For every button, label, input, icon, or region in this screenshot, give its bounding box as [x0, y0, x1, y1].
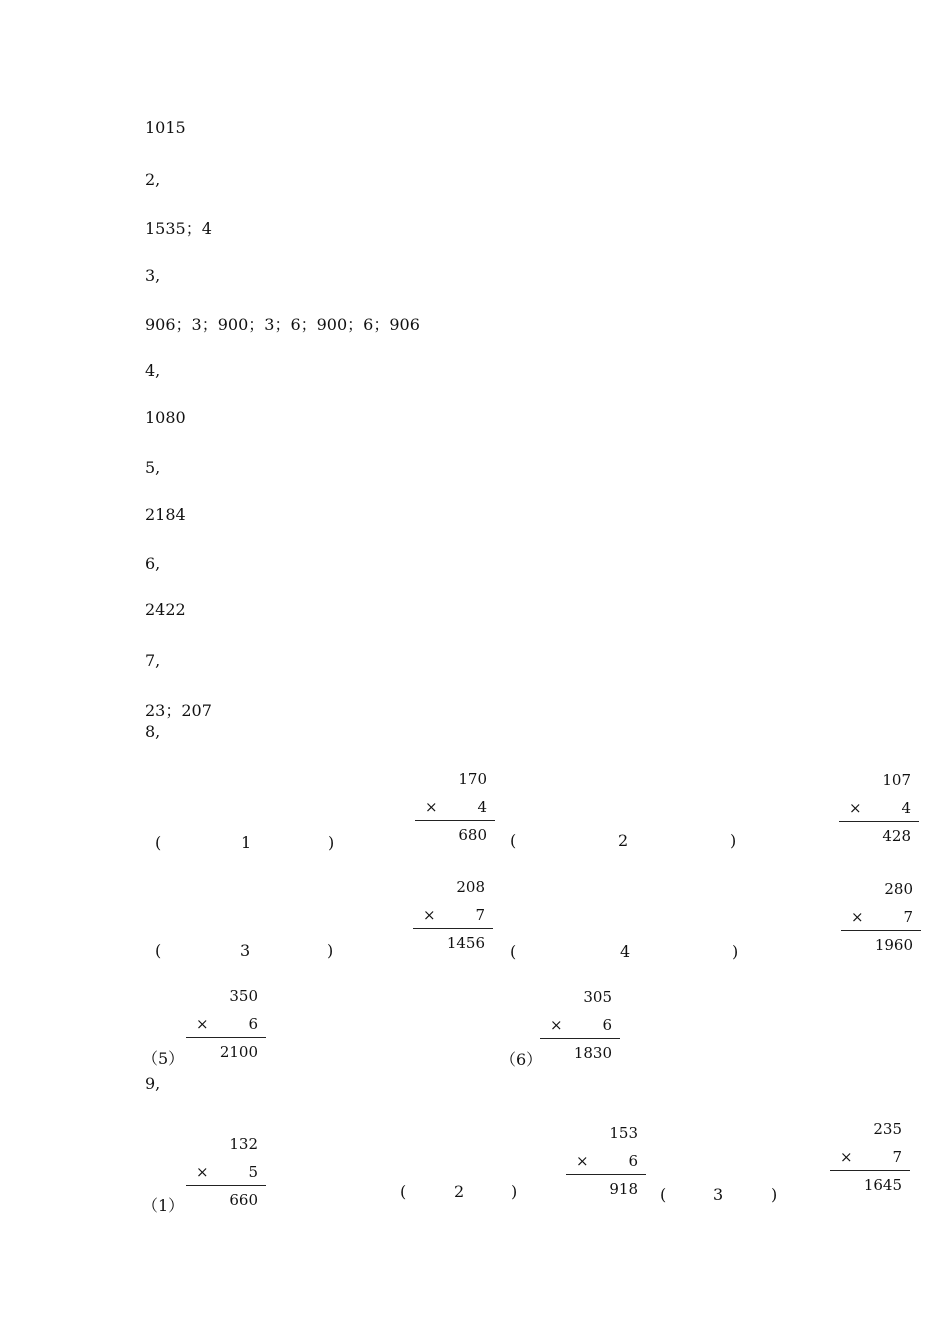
- calc-rule: [839, 821, 919, 822]
- item-label: 4: [620, 942, 631, 961]
- multiplicand: 235: [873, 1120, 902, 1138]
- multiplicand: 132: [229, 1135, 258, 1153]
- multiplication-calc: [413, 878, 493, 958]
- multiplier: 6: [248, 1015, 258, 1033]
- calc-rule: [540, 1038, 620, 1039]
- times-sign: ×: [423, 906, 436, 924]
- question-number: 8,: [145, 722, 161, 741]
- calc-rule: [415, 820, 495, 821]
- product: 680: [458, 826, 487, 844]
- product: 1960: [874, 936, 913, 954]
- close-paren: ): [730, 831, 737, 850]
- item-label: （6）: [500, 1050, 543, 1069]
- times-sign: ×: [849, 799, 862, 817]
- product: 428: [882, 827, 911, 845]
- open-paren: (: [155, 941, 162, 960]
- times-sign: ×: [851, 908, 864, 926]
- multiplicand: 153: [609, 1124, 638, 1142]
- multiplication-calc: [841, 880, 921, 960]
- close-paren: ): [771, 1185, 778, 1204]
- times-sign: ×: [840, 1148, 853, 1166]
- multiplication-calc: [566, 1124, 646, 1204]
- item-label: （1）: [142, 1196, 185, 1215]
- multiplicand: 170: [458, 770, 487, 788]
- multiplication-calc: [830, 1120, 910, 1200]
- open-paren: (: [510, 831, 517, 850]
- answer-line: 1080: [145, 408, 186, 427]
- calc-rule: [830, 1170, 910, 1171]
- answer-line: 2184: [145, 505, 186, 524]
- answer-line: 906；3；900；3；6；900；6；906: [145, 315, 420, 334]
- multiplicand: 280: [884, 880, 913, 898]
- answer-line: 1015: [145, 118, 186, 137]
- open-paren: (: [660, 1185, 667, 1204]
- multiplicand: 350: [229, 987, 258, 1005]
- question-number: 6,: [145, 554, 161, 573]
- multiplication-calc: [839, 771, 919, 851]
- close-paren: ): [732, 942, 739, 961]
- multiplier: 4: [477, 798, 487, 816]
- calc-rule: [566, 1174, 646, 1175]
- multiplication-calc: [540, 988, 620, 1068]
- multiplier: 7: [475, 906, 485, 924]
- calc-rule: [186, 1185, 266, 1186]
- product: 1456: [446, 934, 485, 952]
- multiplication-calc: [186, 1135, 266, 1215]
- close-paren: ): [327, 941, 334, 960]
- open-paren: (: [400, 1182, 407, 1201]
- question-number: 9,: [145, 1074, 161, 1093]
- times-sign: ×: [576, 1152, 589, 1170]
- calc-rule: [413, 928, 493, 929]
- multiplicand: 107: [882, 771, 911, 789]
- item-label: 2: [618, 831, 629, 850]
- multiplier: 5: [248, 1163, 258, 1181]
- product: 1830: [573, 1044, 612, 1062]
- item-label: 3: [713, 1185, 724, 1204]
- multiplier: 7: [903, 908, 913, 926]
- product: 2100: [219, 1043, 258, 1061]
- multiplication-calc: [415, 770, 495, 850]
- item-label: 2: [454, 1182, 465, 1201]
- times-sign: ×: [550, 1016, 563, 1034]
- multiplicand: 305: [583, 988, 612, 1006]
- multiplicand: 208: [456, 878, 485, 896]
- times-sign: ×: [425, 798, 438, 816]
- question-number: 2,: [145, 170, 161, 189]
- calc-rule: [186, 1037, 266, 1038]
- multiplier: 6: [628, 1152, 638, 1170]
- times-sign: ×: [196, 1163, 209, 1181]
- product: 660: [229, 1191, 258, 1209]
- question-number: 5,: [145, 458, 161, 477]
- question-number: 7,: [145, 651, 161, 670]
- item-label: （5）: [142, 1049, 185, 1068]
- multiplier: 7: [892, 1148, 902, 1166]
- multiplier: 4: [901, 799, 911, 817]
- times-sign: ×: [196, 1015, 209, 1033]
- open-paren: (: [510, 942, 517, 961]
- open-paren: (: [155, 833, 162, 852]
- product: 1645: [863, 1176, 902, 1194]
- question-number: 3,: [145, 266, 161, 285]
- multiplier: 6: [602, 1016, 612, 1034]
- item-label: 3: [240, 941, 251, 960]
- multiplication-calc: [186, 987, 266, 1067]
- item-label: 1: [241, 833, 252, 852]
- calc-rule: [841, 930, 921, 931]
- close-paren: ): [328, 833, 335, 852]
- product: 918: [609, 1180, 638, 1198]
- answer-line: 23；207: [145, 701, 212, 720]
- close-paren: ): [511, 1182, 518, 1201]
- answer-line: 2422: [145, 600, 186, 619]
- answer-line: 1535；4: [145, 219, 212, 238]
- question-number: 4,: [145, 361, 161, 380]
